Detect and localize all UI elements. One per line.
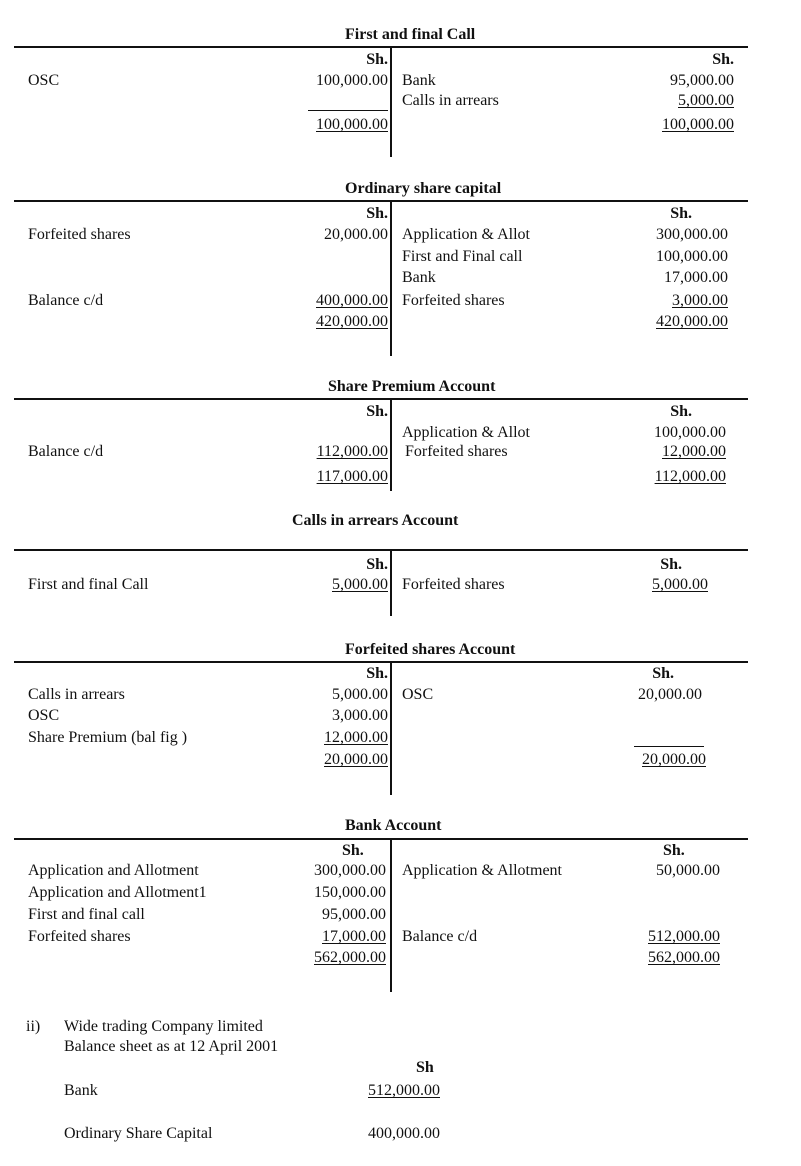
debit-amount: 20,000.00 (324, 226, 388, 243)
credit-total: 100,000.00 (662, 116, 734, 133)
credit-total: 20,000.00 (642, 751, 706, 768)
debit-column-header: Sh. (366, 403, 388, 420)
credit-total: 420,000.00 (656, 313, 728, 330)
credit-amount: 512,000.00 (648, 928, 720, 945)
debit-amount: 3,000.00 (332, 707, 388, 724)
credit-column-header: Sh. (652, 665, 674, 682)
credit-label: Bank (402, 269, 436, 286)
divider (390, 201, 392, 356)
account-title: Forfeited shares Account (345, 641, 516, 658)
credit-column-header: Sh. (670, 205, 692, 222)
balance-sheet-subtitle: Balance sheet as at 12 April 2001 (64, 1038, 279, 1055)
debit-amount: 12,000.00 (324, 729, 388, 746)
debit-amount: 150,000.00 (314, 884, 386, 901)
debit-amount: 95,000.00 (322, 906, 386, 923)
section-marker: ii) (26, 1018, 41, 1035)
account-title: Calls in arrears Account (292, 512, 459, 529)
credit-label: Calls in arrears (402, 92, 499, 109)
credit-amount: 100,000.00 (654, 424, 726, 441)
debit-column-header: Sh. (366, 205, 388, 222)
debit-total: 20,000.00 (324, 751, 388, 768)
credit-total: 562,000.00 (648, 949, 720, 966)
amount-column-header: Sh (416, 1059, 434, 1076)
credit-label: Balance c/d (402, 928, 478, 945)
credit-label: Forfeited shares (402, 292, 505, 309)
credit-amount: 20,000.00 (638, 686, 702, 703)
divider (14, 661, 748, 663)
debit-label: Application and Allotment1 (28, 884, 207, 901)
debit-total: 117,000.00 (316, 468, 388, 485)
balance-sheet-amount: 512,000.00 (368, 1082, 440, 1099)
credit-label: Application & Allotment (402, 862, 562, 879)
credit-amount: 50,000.00 (656, 862, 720, 879)
debit-label: First and final Call (28, 576, 149, 593)
account-title: Ordinary share capital (345, 180, 502, 197)
divider (390, 399, 392, 491)
credit-amount: 100,000.00 (656, 248, 728, 265)
credit-amount: 3,000.00 (672, 292, 728, 309)
credit-total: 112,000.00 (654, 468, 726, 485)
account-title: First and final Call (345, 26, 476, 43)
account-title: Bank Account (345, 817, 442, 834)
divider (390, 662, 392, 795)
debit-amount: 5,000.00 (332, 576, 388, 593)
divider (390, 550, 392, 616)
credit-amount: 5,000.00 (652, 576, 708, 593)
debit-label: Balance c/d (28, 443, 104, 460)
debit-amount: 17,000.00 (322, 928, 386, 945)
credit-amount: 300,000.00 (656, 226, 728, 243)
divider (390, 47, 392, 157)
credit-label: Forfeited shares (402, 576, 505, 593)
divider (14, 46, 748, 48)
credit-label: Application & Allot (402, 424, 530, 441)
blank-rule (308, 110, 388, 111)
credit-label: OSC (402, 686, 434, 703)
company-name: Wide trading Company limited (64, 1018, 263, 1035)
debit-column-header: Sh. (342, 842, 364, 859)
credit-label: Application & Allot (402, 226, 530, 243)
debit-label: OSC (28, 72, 60, 89)
divider (14, 200, 748, 202)
credit-label: First and Final call (402, 248, 523, 265)
balance-sheet-label: Ordinary Share Capital (64, 1125, 213, 1142)
debit-label: OSC (28, 707, 60, 724)
debit-label: Balance c/d (28, 292, 104, 309)
debit-label: Calls in arrears (28, 686, 125, 703)
debit-amount: 100,000.00 (316, 72, 388, 89)
divider (14, 398, 748, 400)
credit-column-header: Sh. (660, 556, 682, 573)
balance-sheet-amount: 400,000.00 (368, 1125, 440, 1142)
divider (390, 839, 392, 992)
debit-amount: 400,000.00 (316, 292, 388, 309)
account-title: Share Premium Account (328, 378, 496, 395)
debit-label: Forfeited shares (28, 928, 131, 945)
debit-label: Application and Allotment (28, 862, 199, 879)
debit-total: 420,000.00 (316, 313, 388, 330)
debit-amount: 112,000.00 (316, 443, 388, 460)
blank-rule (634, 746, 704, 747)
credit-column-header: Sh. (712, 51, 734, 68)
divider (14, 838, 748, 840)
debit-label: First and final call (28, 906, 145, 923)
debit-amount: 300,000.00 (314, 862, 386, 879)
debit-column-header: Sh. (366, 556, 388, 573)
debit-label: Share Premium (bal fig ) (28, 729, 188, 746)
credit-column-header: Sh. (663, 842, 685, 859)
credit-amount: 12,000.00 (662, 443, 726, 460)
credit-amount: 95,000.00 (670, 72, 734, 89)
credit-label: Forfeited shares (405, 443, 508, 460)
credit-amount: 17,000.00 (664, 269, 728, 286)
debit-column-header: Sh. (366, 51, 388, 68)
debit-amount: 5,000.00 (332, 686, 388, 703)
debit-total: 100,000.00 (316, 116, 388, 133)
debit-label: Forfeited shares (28, 226, 131, 243)
debit-total: 562,000.00 (314, 949, 386, 966)
balance-sheet-label: Bank (64, 1082, 98, 1099)
credit-amount: 5,000.00 (678, 92, 734, 109)
credit-column-header: Sh. (670, 403, 692, 420)
credit-label: Bank (402, 72, 436, 89)
debit-column-header: Sh. (366, 665, 388, 682)
divider (14, 549, 748, 551)
